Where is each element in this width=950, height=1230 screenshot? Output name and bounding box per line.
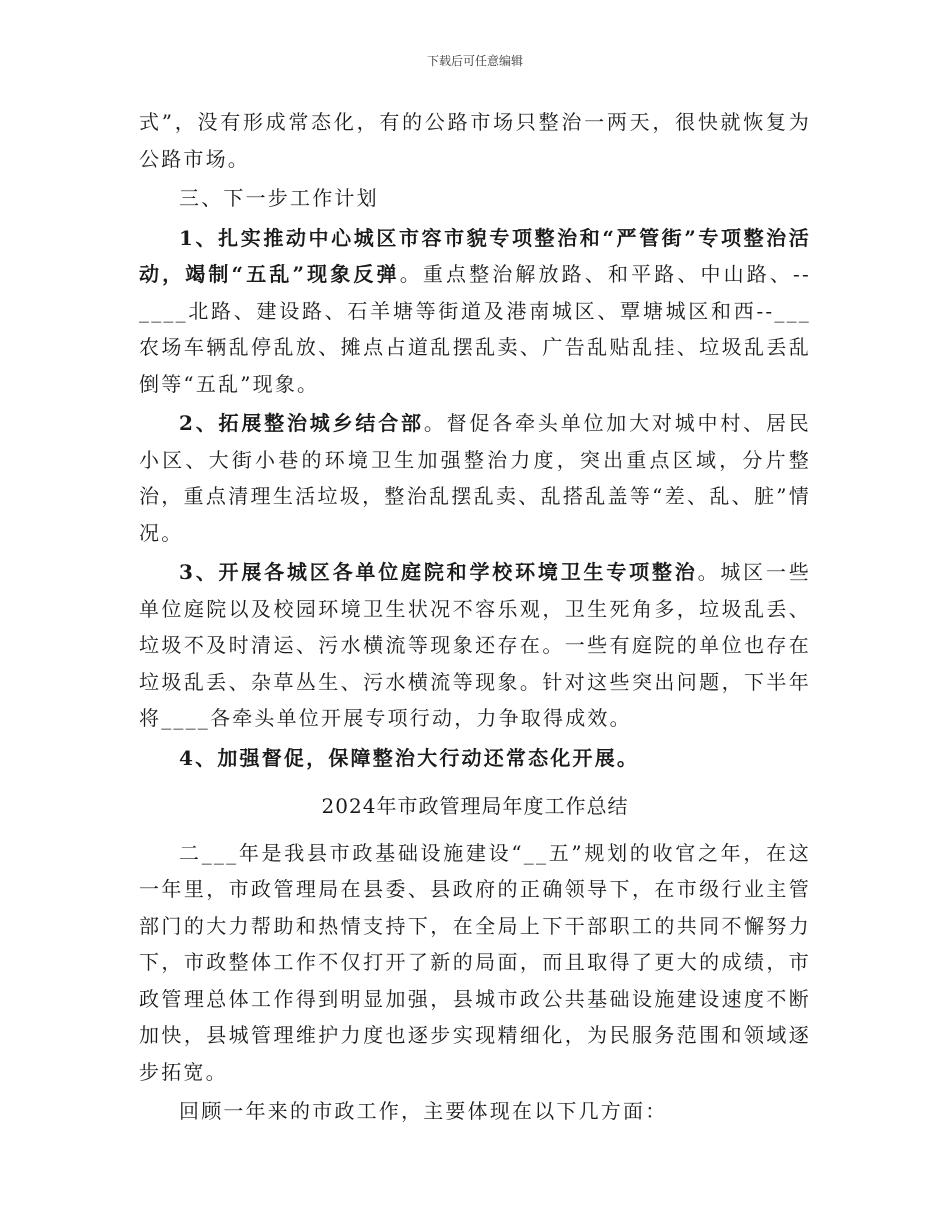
plan-item-2 [139,405,811,551]
review-paragraph: 回顾一年来的市政工作，主要体现在以下几方面： [179,1099,668,1123]
plan-item-2-heading: 2、拓展整治城乡结合部 [179,411,424,435]
plan-item-3-body: 。城区一些单位庭院以及校园环境卫生状况不容乐观，卫生死角多，垃圾乱丢、垃圾不及时清运、污水横流等现象还存在。一些有庭院的单位也存在垃圾乱丢、杂草丛生、污水横流等现象。针对这些突出问题，下半年将____各牵头单位开展专项行动，力争取得成效。 [139,560,812,730]
section-heading-next-steps: 三、下一步工作计划 [179,186,379,210]
summary-intro-paragraph: 二___年是我县市政基础设施建设“__五”规划的收官之年，在这一年里，市政管理局在县委、县政府的正确领导下，在市级行业主管部门的大力帮助和热情支持下，在全局上下干部职工的共同不懈努力下，市政整体工作不仅打开了新的局面，而且取得了更大的成绩，市政管理总体工作得到明显加强，县城市政公共基础设施建设速度不断加快，县城管理维护力度也逐步实现精细化，为民服务范围和领域逐步拓宽。 [139,840,811,1084]
plan-item-2-body: 。督促各牵头单位加大对城中村、居民小区、大街小巷的环境卫生加强整治力度，突出重点区域，分片整治，重点清理生活垃圾，整治乱摆乱卖、乱搭乱盖等“差、乱、脏”情况。 [139,411,811,545]
document-body [139,104,811,1130]
plan-item-1-body: 。重点整治解放路、和平路、中山路、--____北路、建设路、石羊塘等街道及港南城区、覃塘城区和西--___农场车辆乱停乱放、摊点占道乱摆乱卖、广告乱贴乱挂、垃圾乱丢乱倒等“五乱”现象。 [139,262,811,396]
plan-item-1-heading: 1、扎实推动中心城区市容市貌专项整治和“严管街”专项整治活动，竭制“五乱”现象反弹 [139,225,811,286]
page-header: 下载后可任意编辑 [426,54,523,68]
document-title: 2024年市政管理局年度工作总结 [321,794,629,818]
plan-item-3-heading: 3、开展各城区各单位庭院和学校环境卫生专项整治 [179,560,698,584]
plan-item-3 [139,554,811,737]
paragraph-continued: 式”，没有形成常态化，有的公路市场只整治一两天，很快就恢复为公路市场。 [139,110,811,171]
plan-item-1 [139,220,811,403]
plan-item-4: 4、加强督促，保障整治大行动还常态化开展。 [179,745,640,770]
